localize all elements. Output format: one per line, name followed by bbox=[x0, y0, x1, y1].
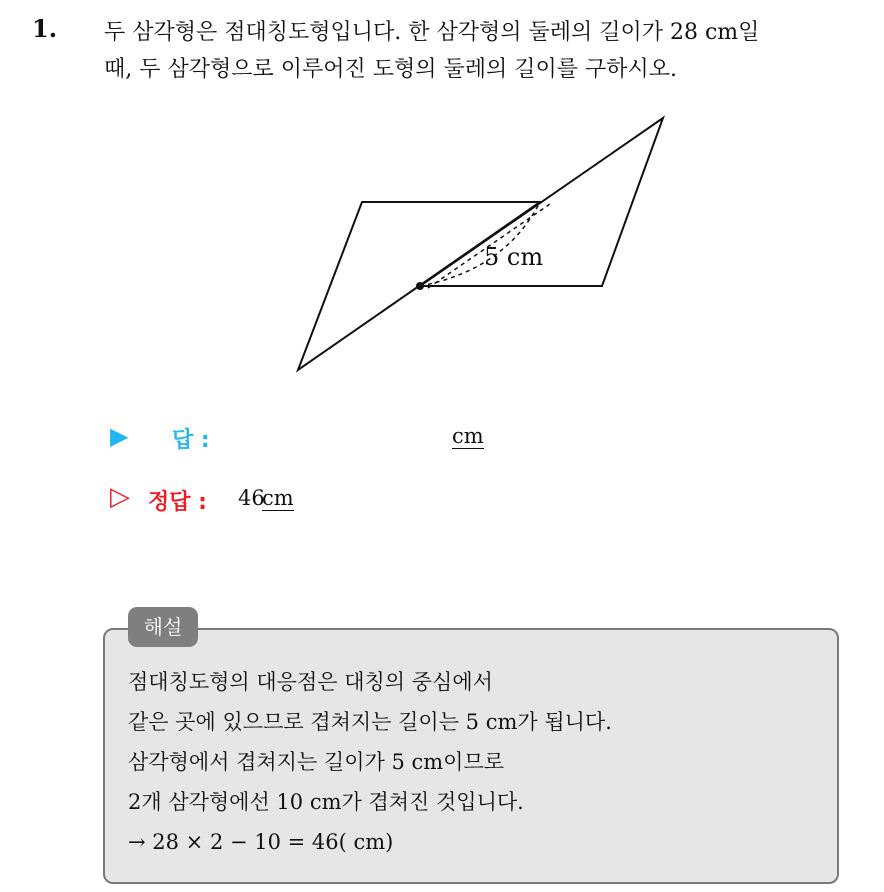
solution-tag: 해설 bbox=[128, 607, 198, 647]
solution-line-5: → 28 × 2 − 10 = 46( cm) bbox=[128, 830, 394, 854]
solution-line-3: 삼각형에서 겹쳐지는 길이가 5 cm이므로 bbox=[128, 750, 505, 774]
solution-text bbox=[128, 662, 828, 862]
question-line-2: 때, 두 삼각형으로 이루어진 도형의 둘레의 길이를 구하시오. bbox=[104, 57, 677, 82]
answer-marker-icon: ▶ bbox=[110, 422, 129, 450]
question-number: 1. bbox=[32, 14, 58, 43]
solution-line-1: 점대칭도형의 대응점은 대칭의 중심에서 bbox=[128, 670, 493, 694]
correct-answer-label: 정답 : bbox=[148, 490, 207, 515]
correct-answer-unit: cm bbox=[262, 486, 294, 510]
geometry-figure bbox=[0, 0, 884, 420]
correct-answer-row bbox=[110, 482, 410, 516]
answer-label: 답 : bbox=[172, 428, 210, 453]
correct-answer-value: 46 bbox=[238, 486, 265, 510]
overlap-length-label: 5 cm bbox=[484, 243, 544, 271]
solution-line-2: 같은 곳에 있으므로 겹쳐지는 길이는 5 cm가 됩니다. bbox=[128, 710, 612, 734]
center-point bbox=[416, 282, 424, 290]
question-line-1: 두 삼각형은 점대칭도형입니다. 한 삼각형의 둘레의 길이가 28 cm일 bbox=[104, 20, 760, 45]
answer-unit: cm bbox=[452, 424, 484, 448]
correct-marker-icon: ▷ bbox=[110, 482, 130, 512]
answer-row bbox=[110, 420, 530, 454]
solution-line-4: 2개 삼각형에선 10 cm가 겹쳐진 것입니다. bbox=[128, 790, 524, 814]
